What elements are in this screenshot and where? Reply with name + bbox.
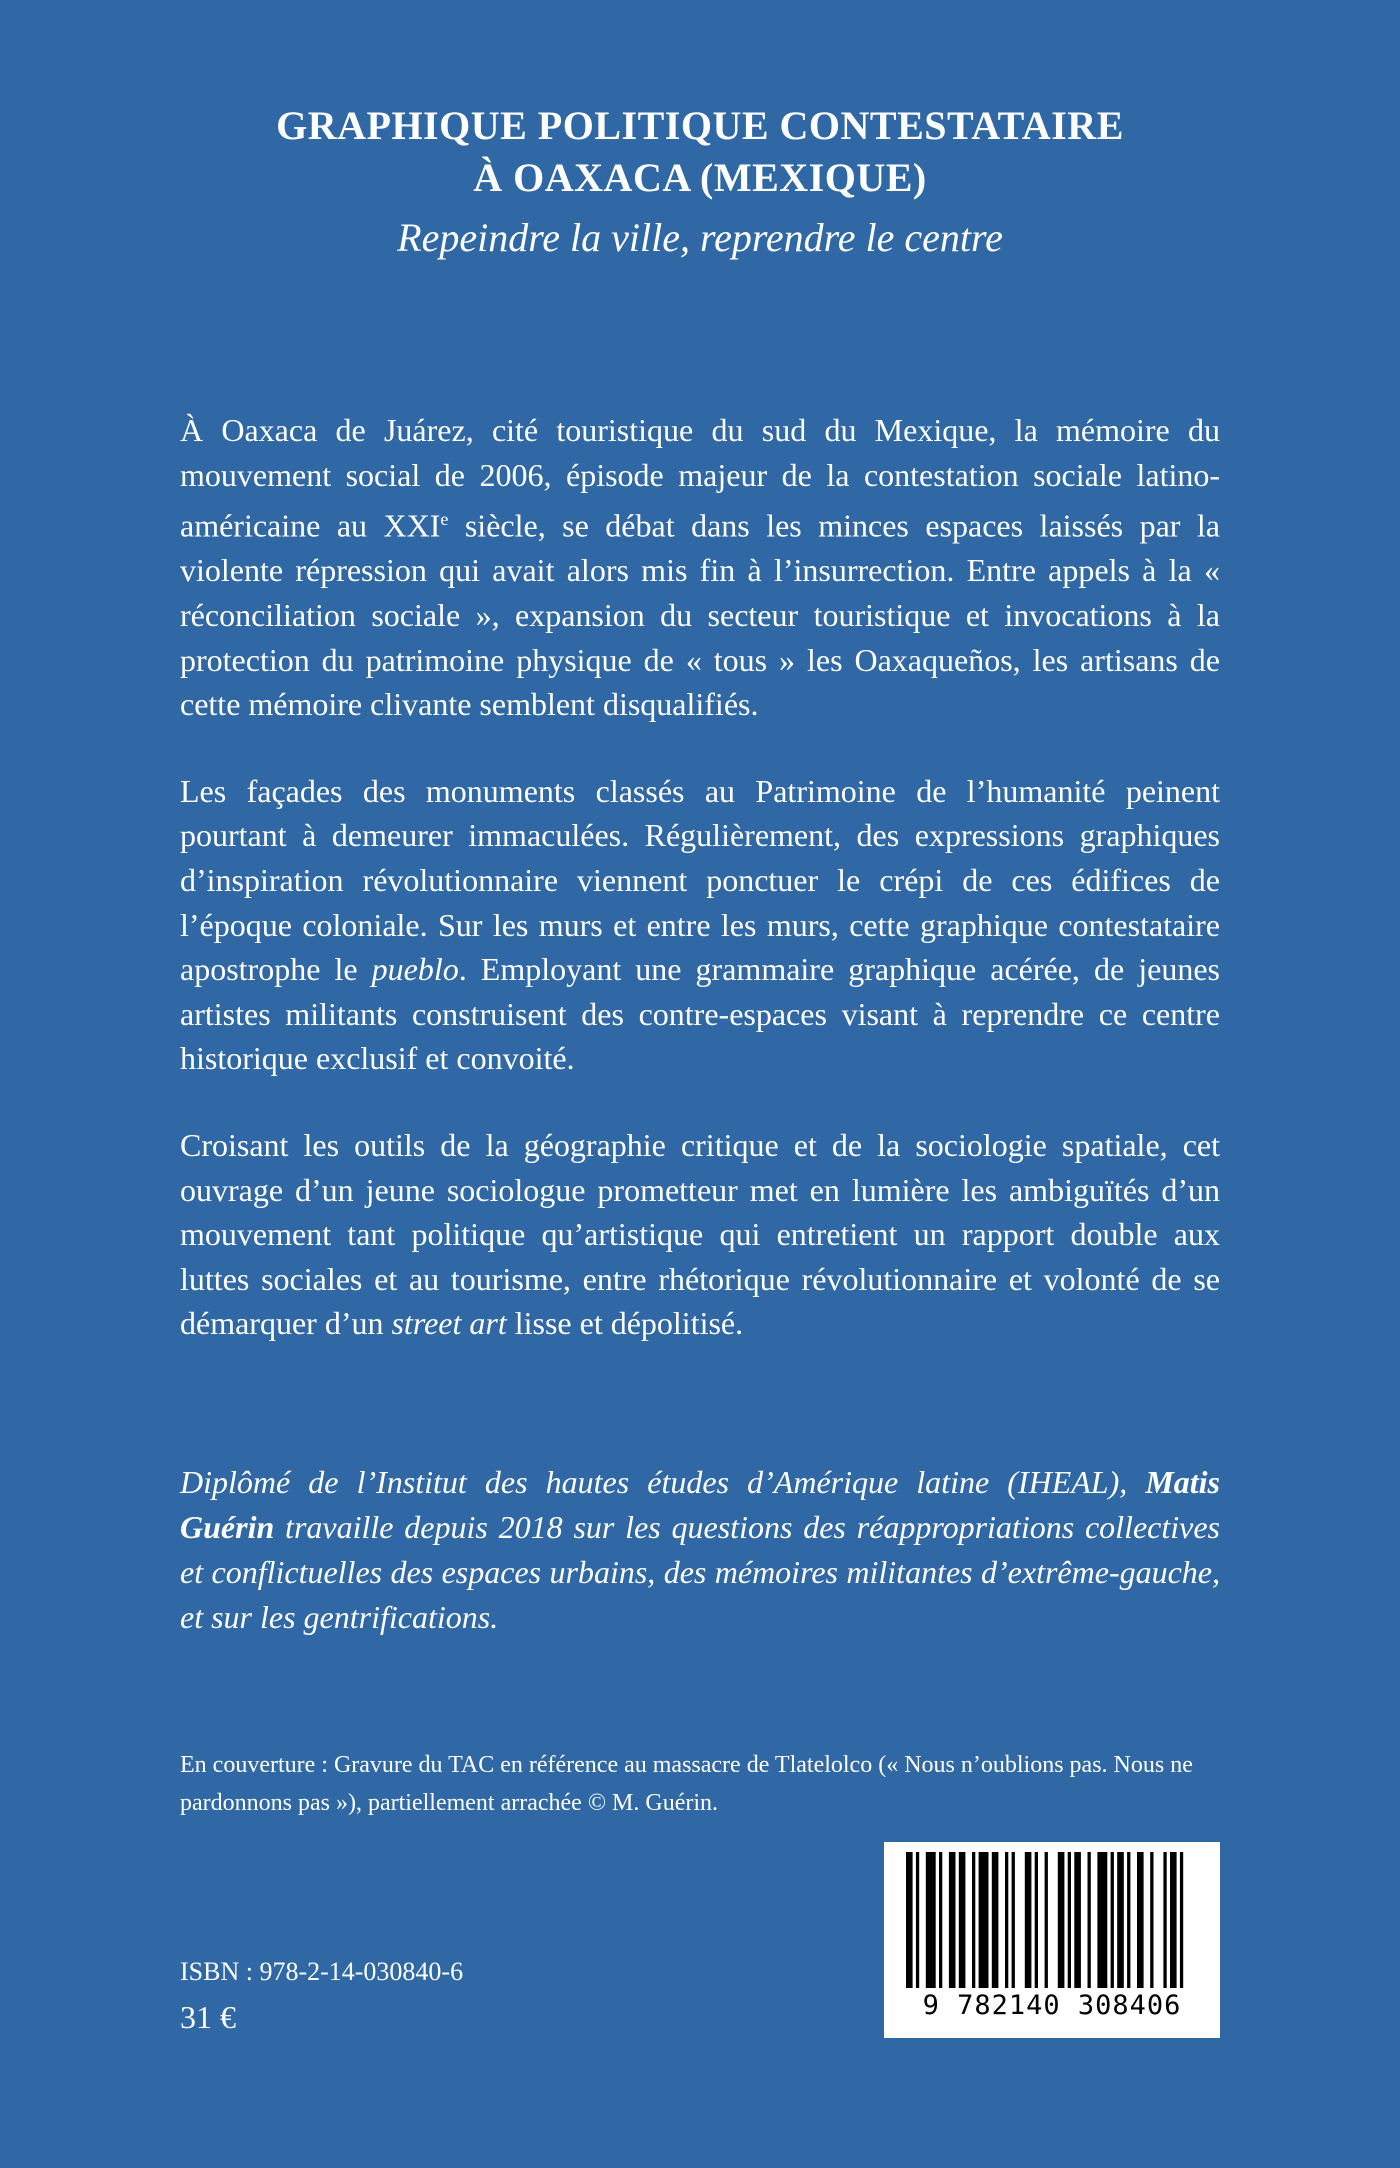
cover-credit: En couverture : Gravure du TAC en référence au massacre de Tlatelolco (« Nous n’oublions pas. Nous ne pardonnons pas »), partiellement arrachée © M. Guérin. — [180, 1752, 1193, 1816]
barcode-bar — [926, 1852, 936, 1988]
barcode-bar — [1088, 1852, 1091, 1988]
barcode-bar — [1170, 1852, 1177, 1988]
barcode — [884, 1842, 1220, 2038]
barcode-bar — [1163, 1852, 1166, 1988]
barcode-bar — [1005, 1852, 1008, 1988]
barcode-bar — [959, 1852, 966, 1988]
barcode-bar — [1025, 1852, 1032, 1988]
price: 31 € — [180, 1999, 236, 2035]
barcode-bar — [1111, 1852, 1114, 1988]
ean13-barcode-icon — [900, 1852, 1204, 1990]
blurb-paragraph-1: À Oaxaca de Juárez, cité touristique du sud du Mexique, la mémoire du mouvement social de 2006, épisode majeur de la contestation sociale latino-américaine au XXIe siècle, se débat dans les minces espaces laissés par la violente répression qui avait alors mis fin à l’insurrection. Entre appels à la « réconciliation sociale », expansion du secteur touristique et invocations à la protection du patrimoine physique de « tous » les Oaxaqueños, les artisans de cette mémoire clivante semblent disqualifiés. — [180, 412, 1220, 723]
book-title-line-1: GRAPHIQUE POLITIQUE CONTESTATAIRE — [276, 103, 1124, 148]
title-block — [0, 100, 1400, 266]
barcode-bar — [1012, 1852, 1015, 1988]
barcode-bar — [1180, 1852, 1183, 1988]
blurb-paragraph-3: Croisant les outils de la géographie critique et de la sociologie spatiale, cet ouvrage d’un jeune sociologue prometteur met en lumière les ambiguïtés d’un mouvement tant politique qu’artistique qui entretient un rapport double aux luttes sociales et au tourisme, entre rhétorique révolutionnaire et volonté de se démarquer d’un street art lisse et dépolitisé. — [180, 1126, 1220, 1342]
barcode-bar — [906, 1852, 913, 1988]
barcode-bar — [992, 1852, 999, 1988]
barcode-bar — [916, 1852, 919, 1988]
barcode-bar — [1068, 1852, 1071, 1988]
barcode-bar — [979, 1852, 989, 1988]
barcode-bar — [1045, 1852, 1048, 1988]
barcode-bar — [1117, 1852, 1124, 1988]
book-subtitle: Repeindre la ville, reprendre le centre — [397, 215, 1003, 260]
barcode-bar — [949, 1852, 956, 1988]
barcode-bar — [1058, 1852, 1065, 1988]
barcode-bar — [1035, 1852, 1038, 1988]
blurb — [180, 408, 1220, 1346]
isbn: ISBN : 978-2-14-030840-6 — [180, 1957, 464, 1986]
author-name: Matis Guérin — [180, 1464, 1220, 1545]
barcode-bar — [1150, 1852, 1153, 1988]
barcode-bar — [1074, 1852, 1081, 1988]
barcode-bar — [1137, 1852, 1144, 1988]
barcode-bar — [1097, 1852, 1107, 1988]
book-title-line-2: À OAXACA (MEXIQUE) — [473, 155, 927, 200]
barcode-bar — [1127, 1852, 1130, 1988]
barcode-digits: 9 782140 308406 — [922, 1990, 1182, 2021]
barcode-bar — [939, 1852, 942, 1988]
blurb-paragraph-2: Les façades des monuments classés au Patrimoine de l’humanité peinent pourtant à demeurer immaculées. Régulièrement, des expressions graphiques d’inspiration révolutionnaire viennent ponctuer le crépi de ces édifices de l’époque coloniale. Sur les murs et entre les murs, cette graphique contestataire apostrophe le pueblo. Employant une grammaire graphique acérée, de jeunes artistes militants construisent des contre-espaces visant à reprendre ce centre historique exclusif et convoité. — [180, 772, 1221, 1077]
author-bio: Diplômé de l’Institut des hautes études d’Amérique latine (IHEAL), Matis Guérin travaille depuis 2018 sur les questions des réappropriations collectives et conflictuelles des espaces urbains, des mémoires militantes d’extrême-gauche, et sur les gentrifications. — [180, 1464, 1220, 1635]
barcode-bar — [972, 1852, 975, 1988]
